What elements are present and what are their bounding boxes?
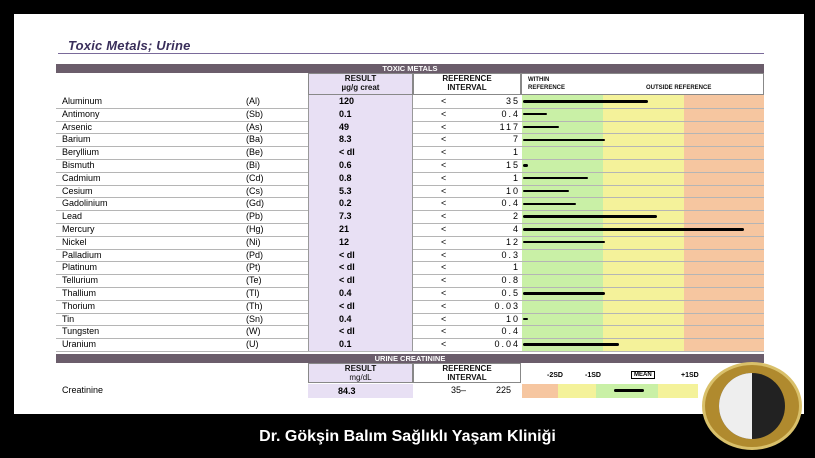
metal-result: < dl bbox=[308, 261, 413, 274]
less-than-sign: < bbox=[441, 96, 447, 106]
footer-clinic-name: Dr. Gökşin Balım Sağlıklı Yaşam Kliniği bbox=[259, 428, 556, 445]
metal-symbol: (Pt) bbox=[246, 262, 261, 273]
less-than-sign: < bbox=[441, 224, 447, 234]
metal-name: Arsenic bbox=[62, 121, 93, 132]
metal-result: 49 bbox=[308, 121, 413, 134]
table-row bbox=[56, 210, 522, 223]
reference-value: 0.8 bbox=[501, 275, 520, 286]
creatinine-result-header bbox=[308, 363, 413, 383]
less-than-sign: < bbox=[441, 185, 447, 196]
metal-result: < dl bbox=[308, 146, 413, 159]
metal-name: Tellurium bbox=[62, 275, 99, 286]
table-row bbox=[56, 274, 522, 287]
less-than-sign: < bbox=[441, 313, 447, 324]
within-label: WITHIN bbox=[528, 77, 550, 83]
creatinine-row bbox=[56, 384, 764, 398]
metal-result: 0.1 bbox=[308, 108, 413, 121]
less-than-sign: < bbox=[441, 198, 447, 209]
metal-name: Uranium bbox=[62, 339, 97, 350]
metal-result: 7.3 bbox=[308, 210, 413, 223]
creatinine-reference-label: REFERENCE bbox=[442, 364, 492, 373]
less-than-sign: < bbox=[441, 275, 447, 286]
less-than-sign: < bbox=[441, 121, 447, 132]
row-divider bbox=[56, 351, 764, 352]
metal-symbol: (W) bbox=[246, 326, 261, 337]
metal-symbol: (Cs) bbox=[246, 185, 263, 196]
reference-header-label: REFERENCE bbox=[442, 74, 492, 83]
level-bar bbox=[523, 139, 605, 142]
creatinine-interval-label: INTERVAL bbox=[447, 373, 487, 382]
reference-value: 4 bbox=[512, 224, 520, 234]
metal-symbol: (Be) bbox=[246, 147, 264, 158]
reference-value: 10 bbox=[505, 185, 520, 196]
reference-value: 117 bbox=[499, 121, 520, 132]
minus-1sd-label: -1SD bbox=[585, 372, 601, 379]
metal-name: Thorium bbox=[62, 300, 96, 311]
reference-value: 0.3 bbox=[501, 249, 520, 260]
metal-result: < dl bbox=[308, 325, 413, 338]
metal-name: Platinum bbox=[62, 262, 98, 273]
metal-symbol: (Te) bbox=[246, 275, 262, 286]
metal-result: 5.3 bbox=[308, 185, 413, 198]
metal-name: Bismuth bbox=[62, 160, 95, 170]
table-row bbox=[56, 261, 522, 274]
mean-label: MEAN bbox=[631, 371, 655, 379]
table-row bbox=[56, 121, 522, 134]
creatinine-mean-bar bbox=[614, 389, 644, 392]
table-row bbox=[56, 146, 522, 159]
creatinine-result-label: RESULT bbox=[344, 364, 377, 373]
metal-symbol: (Bi) bbox=[246, 160, 260, 170]
metal-name: Aluminum bbox=[62, 96, 103, 106]
metal-name: Lead bbox=[62, 211, 83, 222]
metal-symbol: (Ni) bbox=[246, 236, 261, 247]
reference-value: 1 bbox=[512, 147, 520, 158]
less-than-sign: < bbox=[441, 300, 447, 311]
table-row bbox=[56, 185, 522, 198]
metal-symbol: (Cd) bbox=[246, 172, 264, 183]
creatinine-name: Creatinine bbox=[62, 385, 104, 395]
metal-result: < dl bbox=[308, 300, 413, 313]
metal-result: 21 bbox=[308, 223, 413, 236]
metal-symbol: (Ba) bbox=[246, 134, 264, 145]
reference-value: 1 bbox=[512, 172, 520, 183]
reference-value: 0.5 bbox=[501, 288, 520, 298]
reference-value: 0.4 bbox=[501, 108, 520, 119]
less-than-sign: < bbox=[441, 172, 447, 183]
metal-name: Beryllium bbox=[62, 147, 100, 158]
metal-result: 0.4 bbox=[308, 313, 413, 326]
level-bar bbox=[523, 228, 744, 231]
metal-symbol: (Al) bbox=[246, 96, 260, 106]
less-than-sign: < bbox=[441, 160, 447, 170]
metal-symbol: (Sn) bbox=[246, 313, 264, 324]
level-bar bbox=[523, 343, 619, 346]
metal-name: Gadolinium bbox=[62, 198, 108, 209]
metal-result: 0.1 bbox=[308, 338, 413, 351]
level-bar bbox=[523, 190, 569, 193]
metal-result: 0.8 bbox=[308, 172, 413, 185]
minus-2sd-label: -2SD bbox=[547, 372, 563, 379]
table-row bbox=[56, 313, 522, 326]
metal-name: Nickel bbox=[62, 236, 87, 247]
reference-value: 35 bbox=[505, 96, 520, 106]
metal-result: < dl bbox=[308, 274, 413, 287]
less-than-sign: < bbox=[441, 288, 447, 298]
metal-name: Cadmium bbox=[62, 172, 101, 183]
table-row bbox=[56, 223, 522, 236]
metal-symbol: (Sb) bbox=[246, 108, 264, 119]
result-header-label: RESULT bbox=[344, 74, 377, 83]
table-row bbox=[56, 172, 522, 185]
sd-zone-low bbox=[522, 384, 558, 398]
less-than-sign: < bbox=[441, 211, 447, 222]
less-than-sign: < bbox=[441, 134, 447, 145]
metal-result: 0.2 bbox=[308, 197, 413, 210]
title-divider bbox=[58, 53, 764, 54]
reference-value: 0.4 bbox=[501, 326, 520, 337]
metal-symbol: (Pd) bbox=[246, 249, 264, 260]
reference-value: 1 bbox=[512, 262, 520, 273]
metal-result: < dl bbox=[308, 249, 413, 262]
metal-name: Tungsten bbox=[62, 326, 100, 337]
result-column-header bbox=[308, 73, 413, 95]
less-than-sign: < bbox=[441, 326, 447, 337]
creatinine-reference-header bbox=[413, 363, 521, 383]
less-than-sign: < bbox=[441, 147, 447, 158]
metal-name: Thallium bbox=[62, 288, 97, 298]
metal-name: Antimony bbox=[62, 108, 100, 119]
metal-symbol: (Gd) bbox=[246, 198, 264, 209]
metal-result: 120 bbox=[308, 95, 413, 108]
reference-value: 0.03 bbox=[494, 300, 520, 311]
reference-value: 0.4 bbox=[501, 198, 520, 209]
result-unit-label: µg/g creat bbox=[341, 83, 380, 92]
table-row bbox=[56, 325, 522, 338]
level-bar bbox=[523, 203, 576, 206]
metal-result: 0.6 bbox=[308, 159, 413, 172]
sd-zone-mid-low bbox=[558, 384, 596, 398]
metal-symbol: (Th) bbox=[246, 300, 263, 311]
reference-value: 2 bbox=[512, 211, 520, 222]
metal-result: 8.3 bbox=[308, 133, 413, 146]
reference-value: 10 bbox=[505, 313, 520, 324]
metal-name: Cesium bbox=[62, 185, 93, 196]
reference-value: 0.04 bbox=[494, 339, 520, 350]
table-row bbox=[56, 249, 522, 262]
reference-value: 12 bbox=[505, 236, 520, 247]
metal-symbol: (Pb) bbox=[246, 211, 264, 222]
urine-creatinine-header: URINE CREATININE bbox=[56, 354, 764, 363]
table-row bbox=[56, 197, 522, 210]
level-bar bbox=[523, 164, 528, 167]
creatinine-ref-high: 225 bbox=[496, 385, 512, 395]
metal-symbol: (Tl) bbox=[246, 288, 260, 298]
within-reference-label: REFERENCE bbox=[528, 85, 566, 91]
plus-1sd-label: +1SD bbox=[681, 372, 699, 379]
less-than-sign: < bbox=[441, 108, 447, 119]
toxic-metals-header: TOXIC METALS bbox=[56, 64, 764, 73]
sd-zone-mid-high bbox=[658, 384, 698, 398]
metal-name: Barium bbox=[62, 134, 91, 145]
less-than-sign: < bbox=[441, 236, 447, 247]
table-row bbox=[56, 287, 522, 300]
interval-header-label: INTERVAL bbox=[447, 83, 487, 92]
metal-name: Mercury bbox=[62, 224, 95, 234]
creatinine-result: 84.3 bbox=[308, 384, 413, 398]
less-than-sign: < bbox=[441, 249, 447, 260]
reference-column-header bbox=[413, 73, 521, 95]
table-row bbox=[56, 108, 522, 121]
metal-result: 12 bbox=[308, 236, 413, 249]
metal-name: Palladium bbox=[62, 249, 102, 260]
range-column-header bbox=[521, 73, 764, 95]
table-row bbox=[56, 236, 522, 249]
level-bar bbox=[523, 318, 528, 321]
table-row bbox=[56, 300, 522, 313]
page-title: Toxic Metals; Urine bbox=[68, 38, 191, 53]
level-bar bbox=[523, 292, 605, 295]
less-than-sign: < bbox=[441, 262, 447, 273]
table-row bbox=[56, 159, 522, 172]
outside-reference-label: OUTSIDE REFERENCE bbox=[646, 85, 712, 91]
less-than-sign: < bbox=[441, 339, 447, 350]
metal-symbol: (U) bbox=[246, 339, 259, 350]
creatinine-unit-label: mg/dL bbox=[349, 373, 372, 382]
table-row bbox=[56, 133, 522, 146]
metal-result: 0.4 bbox=[308, 287, 413, 300]
metal-symbol: (Hg) bbox=[246, 224, 264, 234]
metal-name: Tin bbox=[62, 313, 75, 324]
table-row bbox=[56, 95, 522, 108]
reference-value: 7 bbox=[512, 134, 520, 145]
level-bar bbox=[523, 126, 559, 129]
table-row bbox=[56, 338, 522, 351]
metal-symbol: (As) bbox=[246, 121, 263, 132]
reference-value: 15 bbox=[505, 160, 520, 170]
level-bar bbox=[523, 215, 657, 218]
creatinine-ref-low: 35– bbox=[451, 385, 467, 395]
level-bar bbox=[523, 100, 648, 103]
